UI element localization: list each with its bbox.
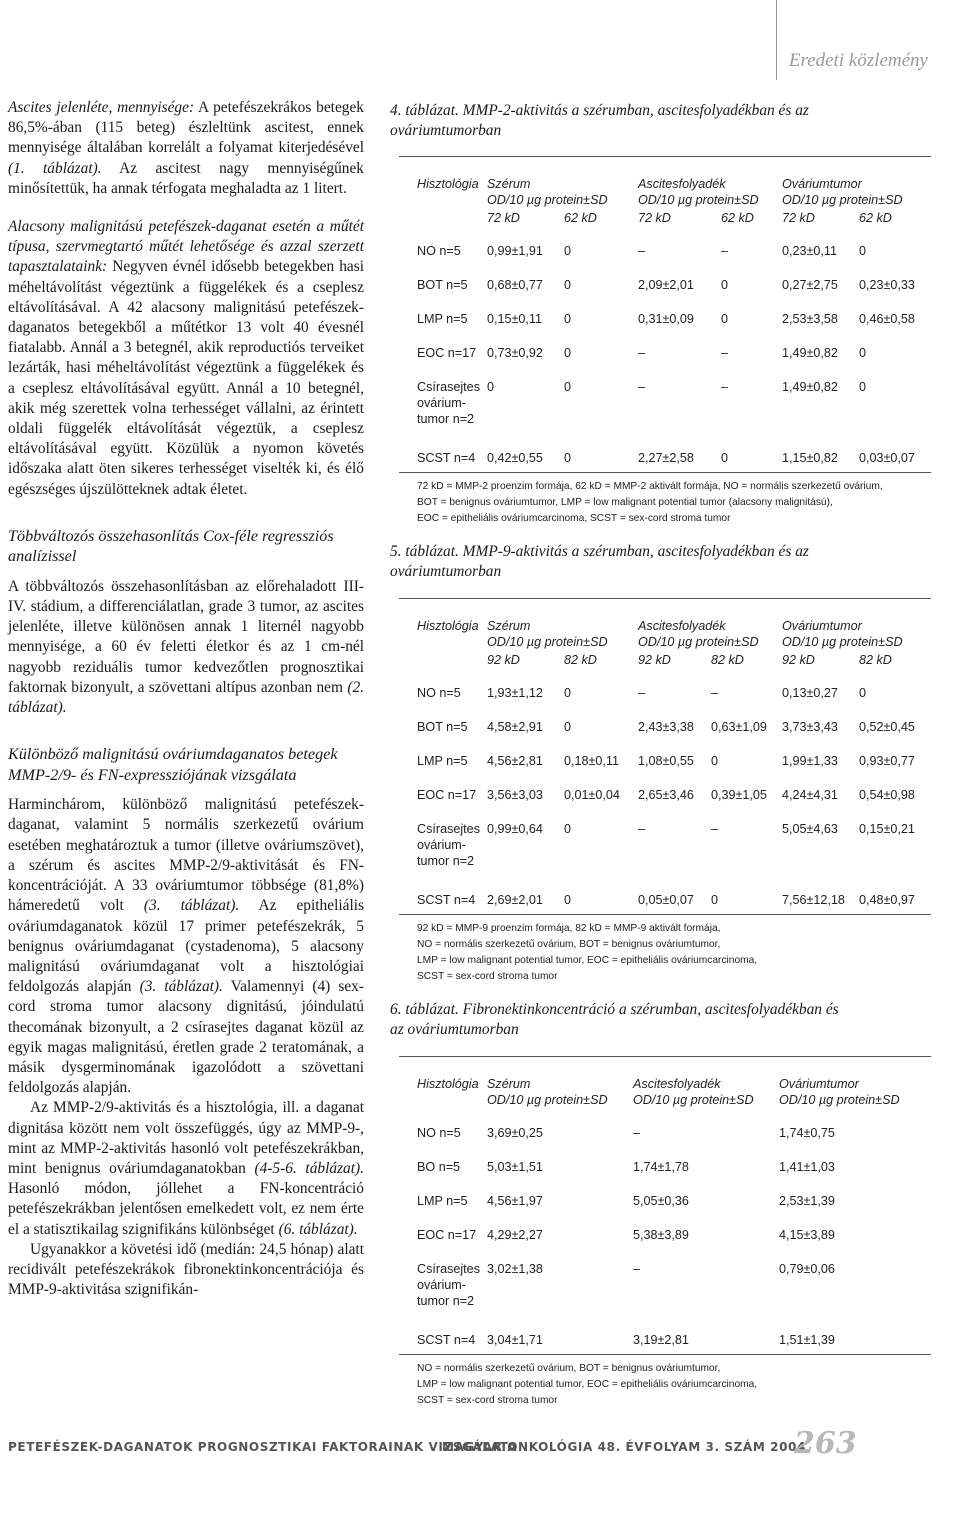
table-cell: 2,65±3,46 <box>638 788 694 802</box>
table-cell: 1,49±0,82 <box>782 346 838 360</box>
table-cell: – <box>638 822 646 836</box>
table-cell: 7,56±12,18 <box>782 893 845 907</box>
table-cell: 5,38±3,89 <box>633 1228 689 1242</box>
row-label: Csírasejtes ovárium-tumor n=2 <box>417 1262 480 1308</box>
table4-col-hisztologia: Hisztológia <box>417 177 479 191</box>
table-row <box>399 233 931 268</box>
table-cell: 0,39±1,05 <box>711 788 767 802</box>
table-cell: 0,42±0,55 <box>487 451 543 465</box>
table4-grid <box>399 157 931 472</box>
page-footer <box>0 1428 960 1468</box>
table-cell: – <box>721 244 729 258</box>
table-cell: 0,48±0,97 <box>859 893 915 907</box>
table4 <box>399 156 931 527</box>
table6-footnote <box>399 1354 931 1409</box>
table4-body <box>399 233 931 472</box>
table-cell: 2,09±2,01 <box>638 278 694 292</box>
table-row <box>399 1218 931 1252</box>
table5 <box>399 598 931 985</box>
row-label: EOC n=17 <box>417 1228 477 1242</box>
table-row <box>399 675 931 710</box>
table-cell: 0,15±0,11 <box>487 312 542 326</box>
table-cell: 0 <box>564 278 572 292</box>
heading-cox: Többváltozós összehasonlítás Cox-féle regressziós analízissel <box>8 526 334 566</box>
row-label: EOC n=17 <box>417 346 477 360</box>
table-cell: 0 <box>859 380 867 394</box>
table-cell: 1,51±1,39 <box>779 1333 835 1347</box>
table-cell: 0 <box>711 893 719 907</box>
run-text: Az ascitest nagy mennyiségűnek minősítettük, ha annak térfogata meghaladta az 1 litert. <box>8 159 364 197</box>
table5-unit: OD/10 µg protein±SD <box>782 635 903 649</box>
footnote-line: BOT = benignus ováriumtumor, LMP = low malignant potential tumor (alacsony malignitású), <box>417 497 833 508</box>
paragraph-followup: Ugyanakkor a követési idő (medián: 24,5 hónap) alatt recidivált petefészekrákok fibronektinkoncentrációja és MMP-9-aktivitása szignifikán- <box>8 1240 364 1299</box>
footnote-line: SCST = sex-cord stroma tumor <box>417 1395 558 1406</box>
table-row <box>399 710 931 744</box>
table-cell: 0,68±0,77 <box>487 278 543 292</box>
row-label: BOT n=5 <box>417 720 468 734</box>
table-row <box>399 1115 931 1150</box>
table4-caption: 4. táblázat. MMP-2-aktivitás a szérumban, ascitesfolyadékban és az ováriumtumorban <box>390 102 809 140</box>
row-label: EOC n=17 <box>417 788 477 802</box>
journal-issue: MAGYAR ONKOLÓGIA 48. ÉVFOLYAM 3. SZÁM 2004 <box>442 1440 806 1454</box>
table-ref: (6. táblázat). <box>278 1220 358 1238</box>
run-text: A többváltozós összehasonlításban az előrehaladott III-IV. stádium, a differenciálatlan, grade 3 tumor, az ascites jelenléte, illetve különösen annak 1 liternél nagyobb mennyisége, a 60 év feletti életkor és az 1 cm-nél nagyobb reziduális tumor kedvezőtlen prognosztikai faktornak bizonyult, a szövettani altípus azonban nem <box>8 577 364 696</box>
table-cell: 0,03±0,07 <box>859 451 915 465</box>
table-cell: 0,15±0,21 <box>859 822 915 836</box>
run-text: Negyven évnél idősebb betegekben hasi méheltávolítást végeztünk a függelékek és a cseplesz eltávolításával. A 42 alacsony malignitású petefészek-daganatos betegekből a műtétkor 13 volt 40 évesnél fiatalabb. Annál a 3 betegnél, akik reproductiós terveiket lezárták, hasi méheltávolítást végeztünk a függelékek és a cseplesz eltávolításával együtt. Annál a 10 betegnél, akik még szerettek volna terhességet vállalni, az érintett oldali függelék eltávolítását végeztük, a cseplesz eltávolításával együtt. Közülük a nyomon követés időszaka alatt öten sikeres terhességet viselték ki, és élő egészséges újszülötteknek adtak életet. <box>8 258 364 498</box>
table4-unit: OD/10 µg protein±SD <box>487 193 608 207</box>
row-label: BO n=5 <box>417 1160 461 1174</box>
table-cell: – <box>721 346 729 360</box>
table4-kd: 72 kD <box>638 211 671 225</box>
paragraph-low-malignancy <box>8 217 364 500</box>
table4-unit: OD/10 µg protein±SD <box>638 193 759 207</box>
table-cell: 2,53±1,39 <box>779 1194 835 1208</box>
footnote-line: EOC = epitheliális ováriumcarcinoma, SCST = sex-cord stroma tumor <box>417 513 731 524</box>
table-cell: 0,63±1,09 <box>711 720 767 734</box>
table-cell: 0 <box>564 380 572 394</box>
run-text: A petefészekrákos betegek 86,5%-ában (115 beteg) észleltünk ascitest, ennek mennyisége általában korrelált a folyamat kiterjedésével <box>8 99 364 157</box>
table-row <box>399 744 931 778</box>
table-cell: 4,58±2,91 <box>487 720 543 734</box>
table-cell: 2,27±2,58 <box>638 451 694 465</box>
footnote-line: NO = normális szerkezetű ovárium, BOT = benignus ováriumtumor, <box>417 939 721 950</box>
table4-kd: 62 kD <box>859 211 892 225</box>
table6-col-ascites: Ascitesfolyadék <box>633 1077 721 1091</box>
table5-footnote <box>399 914 931 985</box>
table6-col-tumor: Ováriumtumor <box>779 1077 859 1091</box>
table5-kd: 92 kD <box>782 653 815 667</box>
table-cell: 0 <box>564 451 572 465</box>
footnote-line: NO = normális szerkezetű ovárium, BOT = benignus ováriumtumor, <box>417 1363 721 1374</box>
table5-col-hisztologia: Hisztológia <box>417 619 479 633</box>
table-cell: – <box>638 346 646 360</box>
run-text: Harminchárom, különböző malignitású petefészek-daganat, valamint 5 normális szerkezetű ovárium esetében meghatároztuk a tumor (illetve ováriumszövet), a szérum és ascites MMP-2/9-aktivitását és FN-koncentrációját. A 33 ováriumtumor többsége (81,8%) hámeredetű volt <box>8 796 364 915</box>
table-row <box>399 1150 931 1184</box>
table-cell: – <box>633 1262 641 1276</box>
table-cell: – <box>633 1126 641 1140</box>
table-cell: 2,43±3,38 <box>638 720 694 734</box>
table5-col-szerum: Szérum <box>487 619 531 633</box>
left-column <box>8 98 364 1300</box>
table-row <box>399 1252 931 1318</box>
table-cell: 0,31±0,09 <box>638 312 694 326</box>
footnote-line: 92 kD = MMP-9 proenzim formája, 82 kD = MMP-9 aktivált formája, <box>417 923 721 934</box>
table-cell: 4,24±4,31 <box>782 788 838 802</box>
table-cell: 2,69±2,01 <box>487 893 543 907</box>
run-head: Alacsony malignitású petefészek-daganat esetén a műtét típusa, szervmegtartó műtét lehetősége és azzal szerzett tapasztalataink: <box>8 218 364 276</box>
table-cell: 3,73±3,43 <box>782 720 838 734</box>
table-cell: 0,18±0,11 <box>564 754 619 768</box>
table-row <box>399 268 931 302</box>
run-head: Ascites jelenléte, mennyisége: <box>8 99 195 116</box>
table6-col-hisztologia: Hisztológia <box>417 1077 479 1091</box>
table6-grid <box>399 1057 931 1354</box>
table-cell: – <box>711 822 719 836</box>
row-label: SCST n=4 <box>417 1333 476 1347</box>
table5-unit: OD/10 µg protein±SD <box>487 635 608 649</box>
table-cell: 5,05±0,36 <box>633 1194 689 1208</box>
table-cell: 0 <box>487 380 495 394</box>
table-cell: 0,99±0,64 <box>487 822 543 836</box>
table-ref: (2. táblázat). <box>8 678 364 717</box>
table-cell: – <box>711 686 719 700</box>
table-row <box>399 812 931 878</box>
table-cell: 0 <box>711 754 719 768</box>
footnote-lines <box>399 1355 931 1409</box>
table-cell: 0 <box>564 244 572 258</box>
table-cell: 1,08±0,55 <box>638 754 694 768</box>
table-row <box>399 778 931 812</box>
table6-body <box>399 1115 931 1354</box>
paragraph-ascites <box>8 98 364 199</box>
table-cell: 3,02±1,38 <box>487 1262 543 1276</box>
table-row <box>399 1184 931 1218</box>
table-cell: 0 <box>564 346 572 360</box>
row-label: NO n=5 <box>417 686 461 700</box>
table-cell: 0,52±0,45 <box>859 720 915 734</box>
table4-kd: 72 kD <box>782 211 815 225</box>
row-label: BOT n=5 <box>417 278 468 292</box>
row-label: Csírasejtes ovárium-tumor n=2 <box>417 380 480 426</box>
table-cell: 0,23±0,33 <box>859 278 915 292</box>
table-row <box>399 1318 931 1354</box>
table-cell: 0 <box>721 451 729 465</box>
table5-kd: 82 kD <box>859 653 892 667</box>
row-label: SCST n=4 <box>417 451 476 465</box>
table-cell: 0,13±0,27 <box>782 686 838 700</box>
run-text: Az MMP-2/9-aktivitás és a hisztológia, ill. a daganat dignitása között nem volt összefüggés, úgy az MMP-9-, mint az MMP-2-aktivitás hasonló volt petefészekrákban, mint benignus ováriumdaganatokban <box>8 1099 364 1177</box>
run-text: Hasonló módon, jóllehet a FN-koncentráció petefészekrákban jelentősen emelkedett volt, ez nem érte el a statisztikailag szignifikáns különbséget <box>8 1180 364 1238</box>
table-cell: 3,19±2,81 <box>633 1333 689 1347</box>
table5-kd: 92 kD <box>638 653 671 667</box>
table-cell: – <box>638 380 646 394</box>
table-cell: 3,04±1,71 <box>487 1333 543 1347</box>
table5-kd: 82 kD <box>564 653 597 667</box>
table6-unit: OD/10 µg protein±SD <box>487 1093 608 1107</box>
run-text: Az epitheliális ováriumdaganatok közül 17 primer petefészekrák, 5 benignus ováriumdaganat (cystadenoma), 5 alacsony malignitású ováriumdaganat volt a hisztológiai feldolgozás alapján <box>8 897 365 996</box>
table6-caption: 6. táblázat. Fibronektinkoncentráció a szérumban, ascitesfolyadékban és az ováriumtumorban <box>390 1001 839 1039</box>
footnote-line: 72 kD = MMP-2 proenzim formája, 62 kD = MMP-2 aktivált formája, NO = normális szerkezetű ovárium, <box>417 481 883 492</box>
table5-grid <box>399 599 931 914</box>
table-cell: 4,56±1,97 <box>487 1194 543 1208</box>
footnote-line: LMP = low malignant potential tumor, EOC = epitheliális ováriumcarcinoma, <box>417 955 758 966</box>
table-cell: 0,93±0,77 <box>859 754 915 768</box>
running-title: PETEFÉSZEK-DAGANATOK PROGNOSZTIKAI FAKTORAINAK VIZSGÁLATA <box>8 1440 518 1454</box>
table-row <box>399 370 931 436</box>
row-label: LMP n=5 <box>417 312 468 326</box>
table-cell: 0,46±0,58 <box>859 312 915 326</box>
row-label: NO n=5 <box>417 244 461 258</box>
table-row <box>399 436 931 472</box>
table-cell: – <box>721 380 729 394</box>
table-cell: 0 <box>859 686 867 700</box>
table-cell: – <box>638 686 646 700</box>
footnote-line: SCST = sex-cord stroma tumor <box>417 971 558 982</box>
table-cell: 0 <box>564 686 572 700</box>
table-ref: (1. táblázat). <box>8 159 102 177</box>
table-cell: 5,05±4,63 <box>782 822 838 836</box>
table-cell: 1,15±0,82 <box>782 451 838 465</box>
table6-unit: OD/10 µg protein±SD <box>779 1093 900 1107</box>
table4-kd: 62 kD <box>564 211 597 225</box>
table6-col-szerum: Szérum <box>487 1077 531 1091</box>
section-label: Eredeti közlemény <box>788 50 928 71</box>
table-cell: 5,03±1,51 <box>487 1160 543 1174</box>
table-cell: 0 <box>564 822 572 836</box>
table6-unit: OD/10 µg protein±SD <box>633 1093 754 1107</box>
table-cell: 1,49±0,82 <box>782 380 838 394</box>
table5-col-ascites: Ascitesfolyadék <box>638 619 726 633</box>
row-label: SCST n=4 <box>417 893 476 907</box>
table-cell: 0,79±0,06 <box>779 1262 835 1276</box>
table5-caption: 5. táblázat. MMP-9-aktivitás a szérumban, ascitesfolyadékban és az ováriumtumorban <box>390 543 809 581</box>
table-cell: 3,56±3,03 <box>487 788 543 802</box>
page-number: 263 <box>794 1426 857 1461</box>
table-cell: 1,74±0,75 <box>779 1126 835 1140</box>
table-cell: 0 <box>859 244 867 258</box>
table4-col-tumor: Ováriumtumor <box>782 177 862 191</box>
table-cell: 1,99±1,33 <box>782 754 838 768</box>
table-ref: (4-5-6. táblázat). <box>254 1159 365 1177</box>
table-cell: 0 <box>564 312 572 326</box>
footnote-line: LMP = low malignant potential tumor, EOC = epitheliális ováriumcarcinoma, <box>417 1379 758 1390</box>
table-cell: 1,93±1,12 <box>487 686 543 700</box>
table-cell: 2,53±3,58 <box>782 312 838 326</box>
heading-mmp: Különböző malignitású ováriumdaganatos betegek MMP-2/9- és FN-expressziójának vizsgálata <box>8 745 338 784</box>
table4-col-szerum: Szérum <box>487 177 531 191</box>
paragraph-mmp-result <box>8 1098 364 1239</box>
row-label: Csírasejtes ovárium-tumor n=2 <box>417 822 480 868</box>
table-cell: 0,73±0,92 <box>487 346 543 360</box>
table-row <box>399 302 931 336</box>
footnote-lines <box>399 915 931 985</box>
table-cell: – <box>638 244 646 258</box>
table5-kd: 92 kD <box>487 653 520 667</box>
table-cell: 1,74±1,78 <box>633 1160 689 1174</box>
table-cell: 0 <box>859 346 867 360</box>
table-cell: 0 <box>721 278 729 292</box>
footnote-lines <box>399 473 931 527</box>
table5-kd: 82 kD <box>711 653 744 667</box>
table-cell: 0,54±0,98 <box>859 788 915 802</box>
paragraph-cox <box>8 577 364 718</box>
table-cell: 0,99±1,91 <box>487 244 543 258</box>
table5-unit: OD/10 µg protein±SD <box>638 635 759 649</box>
row-label: LMP n=5 <box>417 1194 468 1208</box>
table-cell: 1,41±1,03 <box>779 1160 835 1174</box>
table-cell: 0,01±0,04 <box>564 788 620 802</box>
table5-col-tumor: Ováriumtumor <box>782 619 862 633</box>
table-row <box>399 336 931 370</box>
table-cell: 3,69±0,25 <box>487 1126 543 1140</box>
table-cell: 4,56±2,81 <box>487 754 543 768</box>
table-cell: 4,29±2,27 <box>487 1228 543 1242</box>
table-ref: (3. táblázat). <box>143 897 240 915</box>
table-row <box>399 878 931 914</box>
table-cell: 0 <box>564 720 572 734</box>
run-text: Valamennyi (4) sex-cord stroma tumor alacsony dignitású, jóindulatú thecomának bizonyult, a 2 csírasejtes daganat közül az egyik magas malignitású, éretlen grade 2 teratomának, a másik dysgerminomának igazolódott a szövettani feldolgozás alapján. <box>8 978 364 1097</box>
table-cell: 0 <box>564 893 572 907</box>
table5-body <box>399 675 931 914</box>
table-cell: 0,27±2,75 <box>782 278 838 292</box>
row-label: NO n=5 <box>417 1126 461 1140</box>
table-cell: 0,05±0,07 <box>638 893 694 907</box>
table4-kd: 72 kD <box>487 211 520 225</box>
table6 <box>399 1056 931 1409</box>
paragraph-mmp-intro <box>8 795 364 1098</box>
table-cell: 0 <box>721 312 729 326</box>
table-cell: 0,23±0,11 <box>782 244 837 258</box>
table4-footnote <box>399 472 931 527</box>
table-cell: 4,15±3,89 <box>779 1228 835 1242</box>
header-rule <box>776 0 777 80</box>
table4-col-ascites: Ascitesfolyadék <box>638 177 726 191</box>
table-ref: (3. táblázat). <box>139 978 223 996</box>
table4-kd: 62 kD <box>721 211 754 225</box>
table4-unit: OD/10 µg protein±SD <box>782 193 903 207</box>
row-label: LMP n=5 <box>417 754 468 768</box>
